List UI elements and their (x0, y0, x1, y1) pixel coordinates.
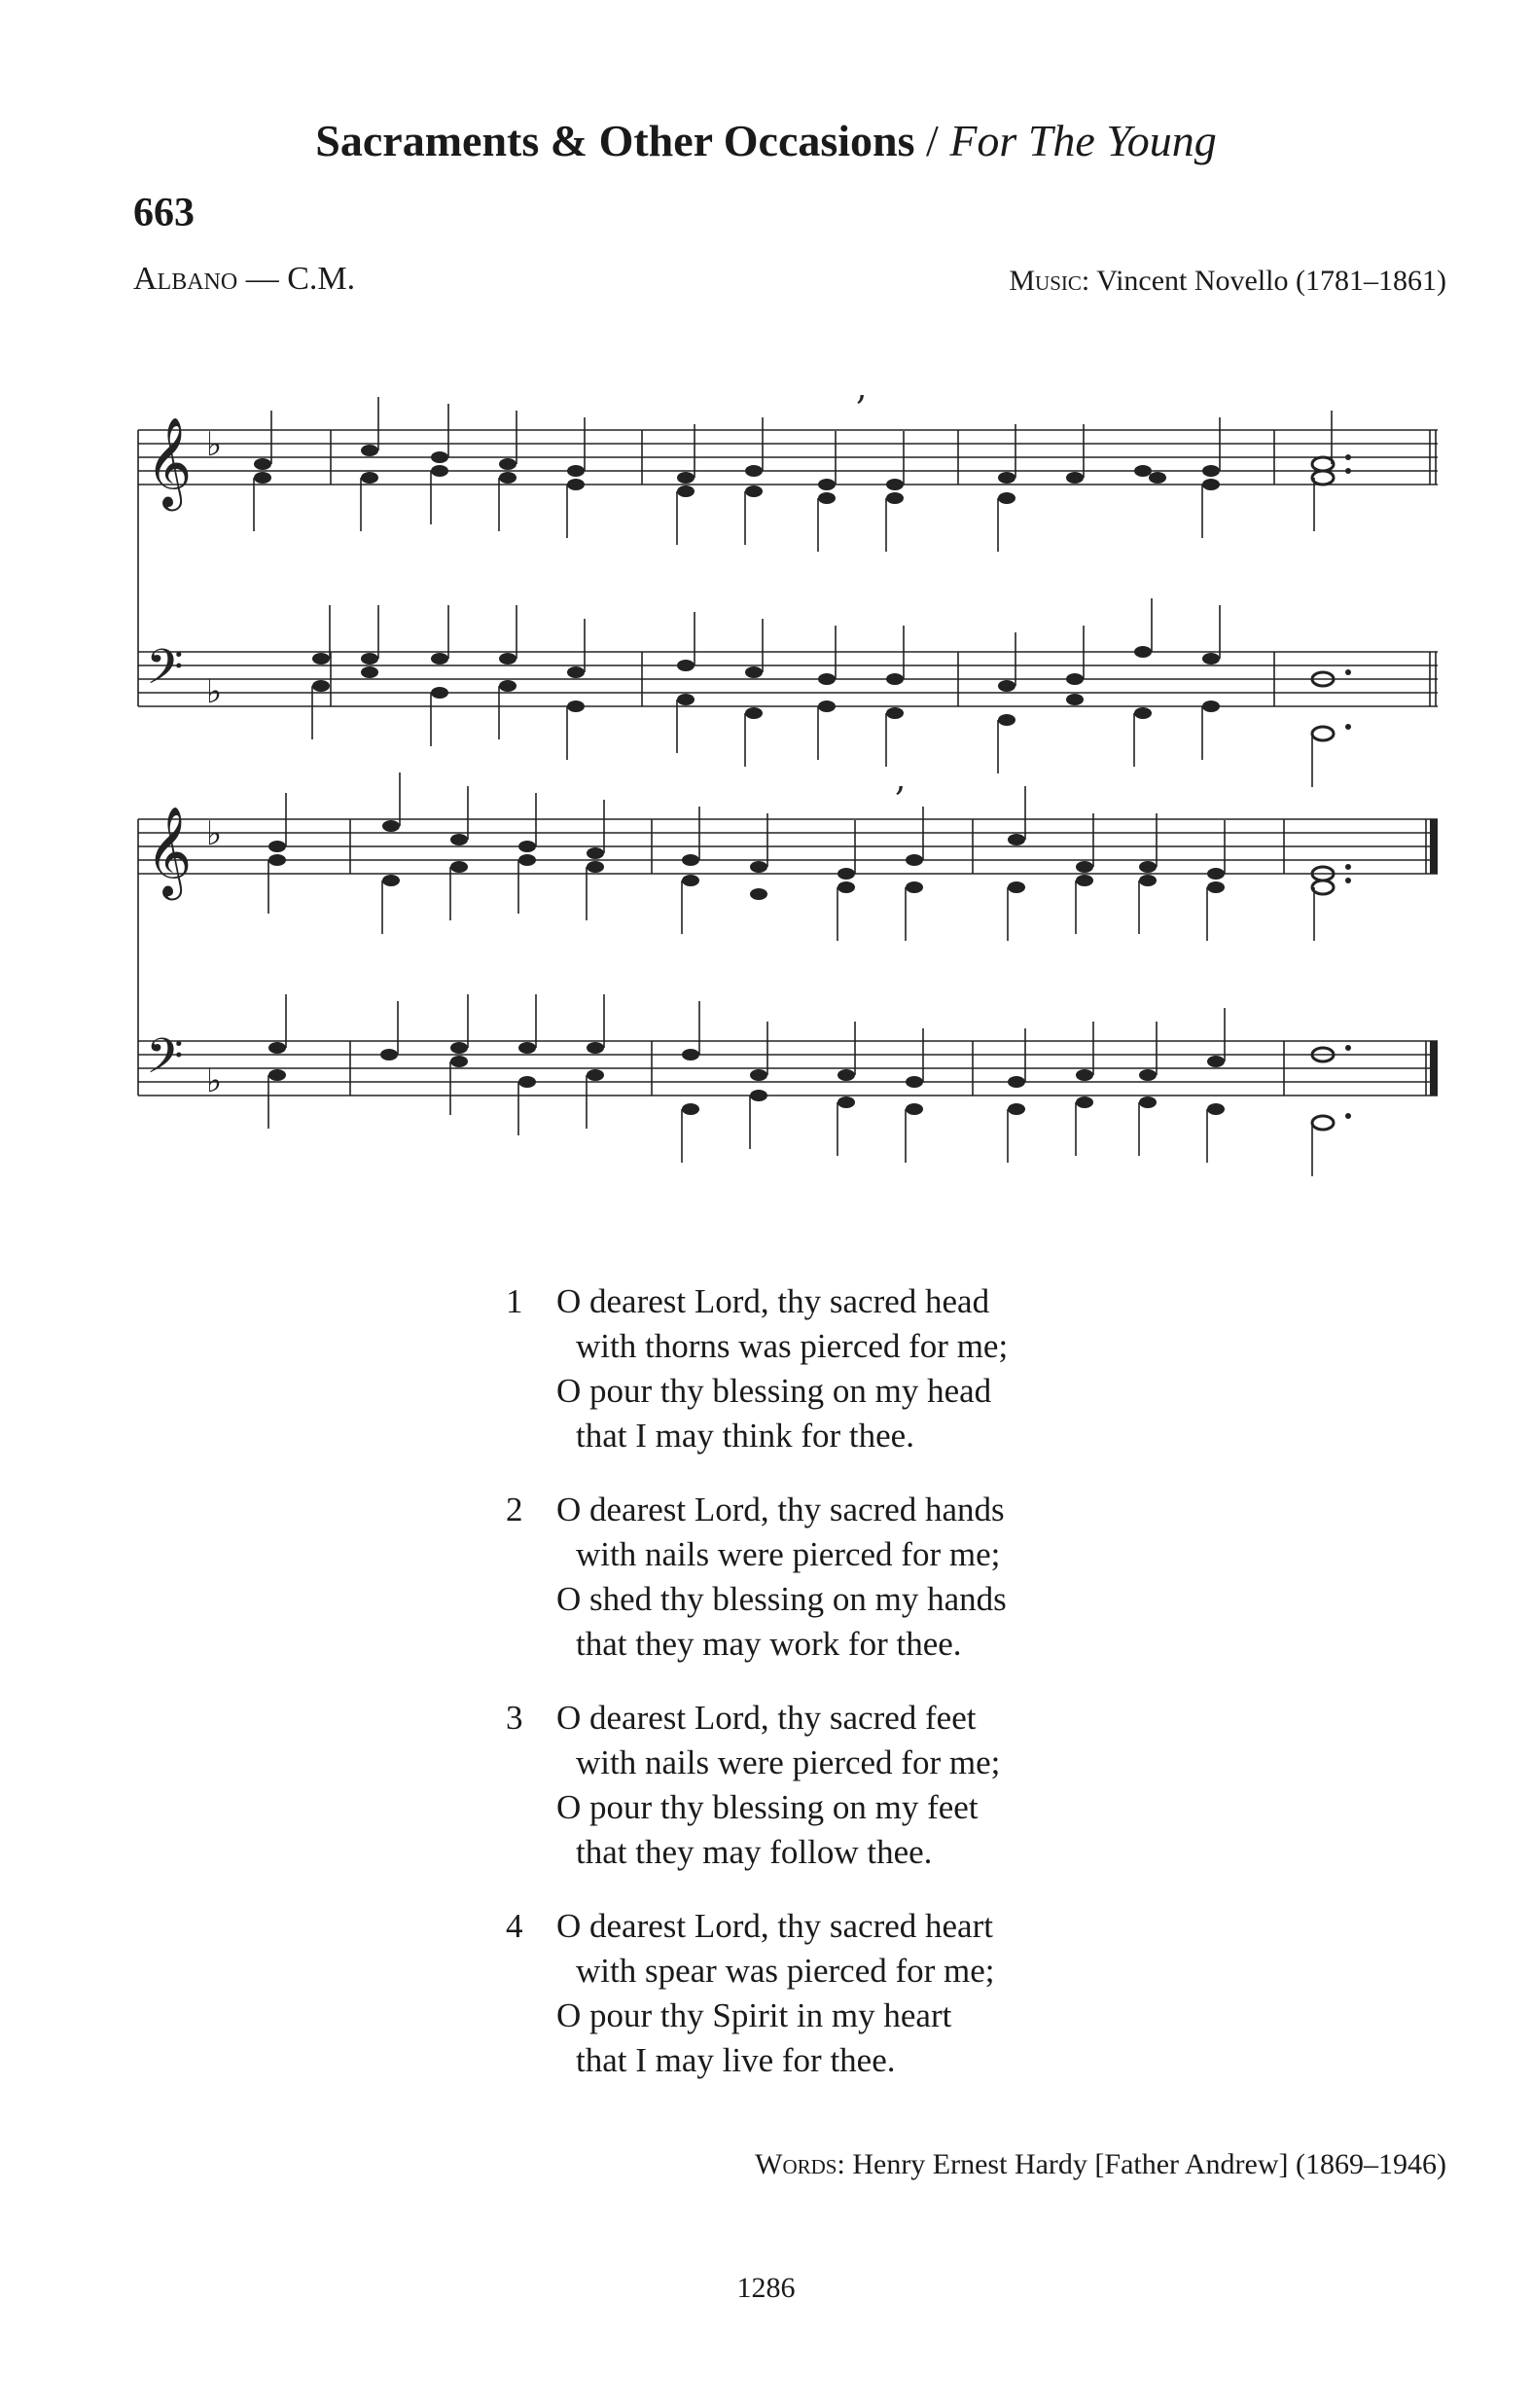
words-credit (755, 2148, 1446, 2181)
flat-icon: ♭ (206, 672, 223, 711)
verse-line: O dearest Lord, thy sacred feet (556, 1699, 977, 1737)
verse-1 (506, 1279, 1187, 1458)
flat-icon: ♭ (206, 1061, 223, 1100)
verse-line: O dearest Lord, thy sacred heart (556, 1907, 993, 1945)
bass-clef-icon: 𝄢 (146, 1028, 184, 1096)
verse-line: with spear was pierced for me; (576, 1952, 995, 1990)
stems (254, 397, 1332, 1176)
flat-icon: ♭ (206, 425, 223, 464)
verse-number: 1 (506, 1282, 523, 1320)
verse-line: that they may work for thee. (576, 1625, 962, 1663)
verse-line: O dearest Lord, thy sacred hands (556, 1491, 1005, 1528)
final-chords (1312, 457, 1334, 1130)
tune-name: Albano (133, 261, 238, 297)
bass-staff-2 (138, 1041, 1438, 1096)
verses (506, 1279, 1187, 2112)
verse-2 (506, 1488, 1187, 1667)
section-title: Sacraments & Other Occasions (315, 116, 915, 165)
verse-line: with nails were pierced for me; (576, 1535, 1001, 1573)
verse-line: O shed thy blessing on my hands (556, 1580, 1007, 1618)
verse-line: O pour thy Spirit in my heart (556, 1996, 952, 2034)
treble-staff-1 (138, 430, 1438, 485)
bass-staff-1 (138, 652, 1438, 706)
bass-clef-icon: 𝄢 (146, 639, 184, 707)
treble-staff-2 (138, 819, 1438, 874)
verse-line: O pour thy blessing on my feet (556, 1788, 979, 1826)
music-label: Music (1009, 265, 1082, 297)
verse-line: with thorns was pierced for me; (576, 1327, 1009, 1365)
music-composer: : Vincent Novello (1781–1861) (1081, 265, 1446, 297)
treble-clef-icon: 𝄞 (146, 806, 193, 896)
verse-line: that I may think for thee. (576, 1417, 914, 1455)
subsection-title: For The Young (949, 116, 1217, 165)
tune-line (133, 261, 355, 298)
music-score (126, 360, 1449, 1216)
verse-number: 4 (506, 1907, 523, 1945)
breath-mark-icon: , (856, 368, 868, 408)
breath-mark-icon: , (895, 759, 907, 799)
page-number: 1286 (736, 2272, 796, 2304)
page-header (0, 115, 1532, 166)
verse-4 (506, 1904, 1187, 2083)
verse-line: with nails were pierced for me; (576, 1743, 1001, 1781)
music-credit (1009, 265, 1446, 298)
verse-3 (506, 1696, 1187, 1875)
words-author: : Henry Ernest Hardy [Father Andrew] (1869–1946) (837, 2148, 1446, 2180)
treble-clef-icon: 𝄞 (146, 416, 193, 507)
verse-number: 2 (506, 1491, 523, 1528)
hymn-number: 663 (133, 191, 195, 235)
flat-icon: ♭ (206, 814, 223, 853)
verse-line: O dearest Lord, thy sacred head (556, 1282, 990, 1320)
verse-number: 3 (506, 1699, 523, 1737)
verse-line: that they may follow thee. (576, 1833, 933, 1871)
header-separator: / (914, 116, 950, 165)
words-label: Words (755, 2148, 837, 2180)
meter: — C.M. (237, 261, 356, 297)
verse-line: O pour thy blessing on my head (556, 1372, 992, 1410)
verse-line: that I may live for thee. (576, 2041, 896, 2079)
